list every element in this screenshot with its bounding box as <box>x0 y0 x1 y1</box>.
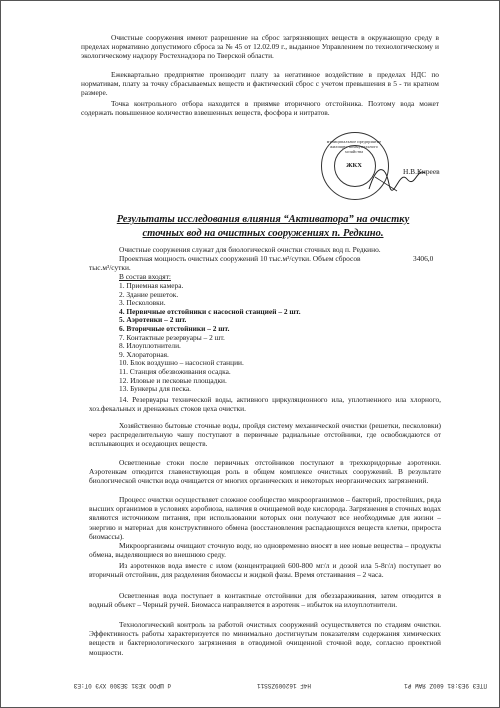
list-item: 2. Здание решеток. <box>119 289 179 299</box>
list-item: 9. Хлораторная. <box>119 349 169 359</box>
fax-footer-middle: Н4F 162009ZSS11 <box>256 682 311 689</box>
fax-footer-right: d ШРОО ХЕЗ1 ЗЕЗ00 ХУЭ 0Т:ЕЗ <box>73 682 171 689</box>
intro-line-1: Очистные сооружения служат для биологической очистки сточных вод п. Редкино. <box>119 245 381 254</box>
list-item: 12. Иловые и песковые площадки. <box>119 375 227 385</box>
stamp-center-text: ЖКХ <box>346 162 362 169</box>
fax-footer-left: ПТЕЭ 9EЗ:81 600Z ЯАW ₽1 <box>404 682 487 689</box>
paragraph-aerotanks: Осветленные стоки после первичных отстойников поступают в трехкоридорные аэротенки. Аэротенкам отводится главенствующая роль в общем комплексе очистных сооружений. В результате биологической очистки вода очищается от многих органических и некоторых неорганических загрязнений. <box>89 458 441 486</box>
list-item: 13. Бункеры для песка. <box>119 384 191 394</box>
list-item: 10. Блок воздушно – насосной станции. <box>119 358 244 368</box>
facilities-list <box>119 282 301 394</box>
signatory-name: Н.В.Киреев <box>403 167 440 176</box>
list-item-14: 14. Резервуары технической воды, активного циркуляционного ила, уплотненного ила хлорного, хоз.фекальных и дренажных стоков цеха очистки. <box>89 395 441 414</box>
paragraph-metabolism: Микроорганизмы очищают сточную воду, но одновременно вносят в нее новые вещества – продукты обмена, выделяющиеся во внешнюю среду. <box>89 541 441 560</box>
list-item: 3. Песколовки. <box>119 298 166 308</box>
paragraph-microorganisms: Процесс очистки осуществляет сложное сообщество микроорганизмов – бактерий, простейших, ряда высших организмов в условиях аэробиоза, наличия в очищаемой воде кислорода. Загрязнения в сточных водах являются источником питания, при использовании которых они получают все необходимые для жизни – энергию и материал для конструктивного обмена (восстановления распадающихся веществ клетки, прироста биомассы). <box>89 495 441 541</box>
list-item: 7. Контактные резервуары – 2 шт. <box>119 332 225 342</box>
composition-heading: В состав входят: <box>119 272 171 281</box>
paragraph-permit: Очистные сооружения имеют разрешение на сброс загрязняющих веществ в окружающую среду в пределах нормативно допустимого сброса за № 45 от 12.02.09 г., выданное Управлением по технологическому и экологическому надзору Ростехнадзора по Тверской области. <box>81 33 439 61</box>
intro-line-3: тыс.м³/сутки. <box>89 263 131 272</box>
list-item: 4. Первичные отстойники с насосной станцией – 2 шт. <box>119 306 301 316</box>
paragraph-mechanical-treatment: Хозяйственно бытовые сточные воды, пройдя систему механической очистки (решетки, песколовки) через распределительную чашу поступают в первичные радиальные отстойники, где освобождаются от всплывающих и оседающих веществ. <box>89 421 441 449</box>
intro-volume: 3406,0 <box>413 254 434 263</box>
paragraph-payment: Ежеквартально предприятие производит плату за негативное воздействие в пределах НДС по нормативам, плату за точку сбрасываемых веществ и фактический сброс с учетом превышения в 5 - ти кратном размере. <box>81 70 439 98</box>
paragraph-control-point: Точка контрольного отбора находится в приямке вторичного отстойника. Поэтому вода может содержать повышенное количество взвешенных веществ, фосфора и нитратов. <box>81 99 439 118</box>
paragraph-technological-control: Технологический контроль за работой очистных сооружений осуществляется по стадиям очистки. Эффективность работы характеризуется по минимально достигнутым показателям содержания химических веществ и бактериологического загрязнения в отводимой очищенной сточной воде, согласно проектной мощности. <box>89 620 441 657</box>
document-title-line1: Результаты исследования влияния “Активатора” на очистку <box>116 214 410 225</box>
signature-mark <box>367 159 427 199</box>
list-item: 5. Аэротенки – 2 шт. <box>119 315 187 325</box>
stamp-ring-text: муниципальное предприятие жилищно-коммунального хозяйства <box>326 139 382 154</box>
document-title-line2: сточных вод на очистных сооружениях п. Редкино. <box>142 228 384 239</box>
paragraph-secondary-settling: Из аэротенков вода вместе с илом (концентрацией 600-800 мг/л и дозой ила 5-8г/л) поступает во вторичный отстойник, для разделения биомассы и жидкой фазы. Время отстаивания – 2 часа. <box>89 561 441 580</box>
list-item: 11. Станция обезвоживания осадка. <box>119 366 231 376</box>
list-item: 8. Илоуплотнители. <box>119 341 181 351</box>
intro-line-2: Проектная мощность очистных сооружений 10 тыс.м³/сутки. Объем сбросов <box>119 254 361 263</box>
list-item: 1. Приемная камера. <box>119 281 184 290</box>
list-item: 6. Вторичные отстойники – 2 шт. <box>119 323 230 333</box>
paragraph-disinfection: Осветленная вода поступает в контактные отстойники для обеззараживания, затем отводится в водный объект – Черный ручей. Биомасса направляется в аэротенк – избыток на илоуплотнители. <box>89 591 441 610</box>
